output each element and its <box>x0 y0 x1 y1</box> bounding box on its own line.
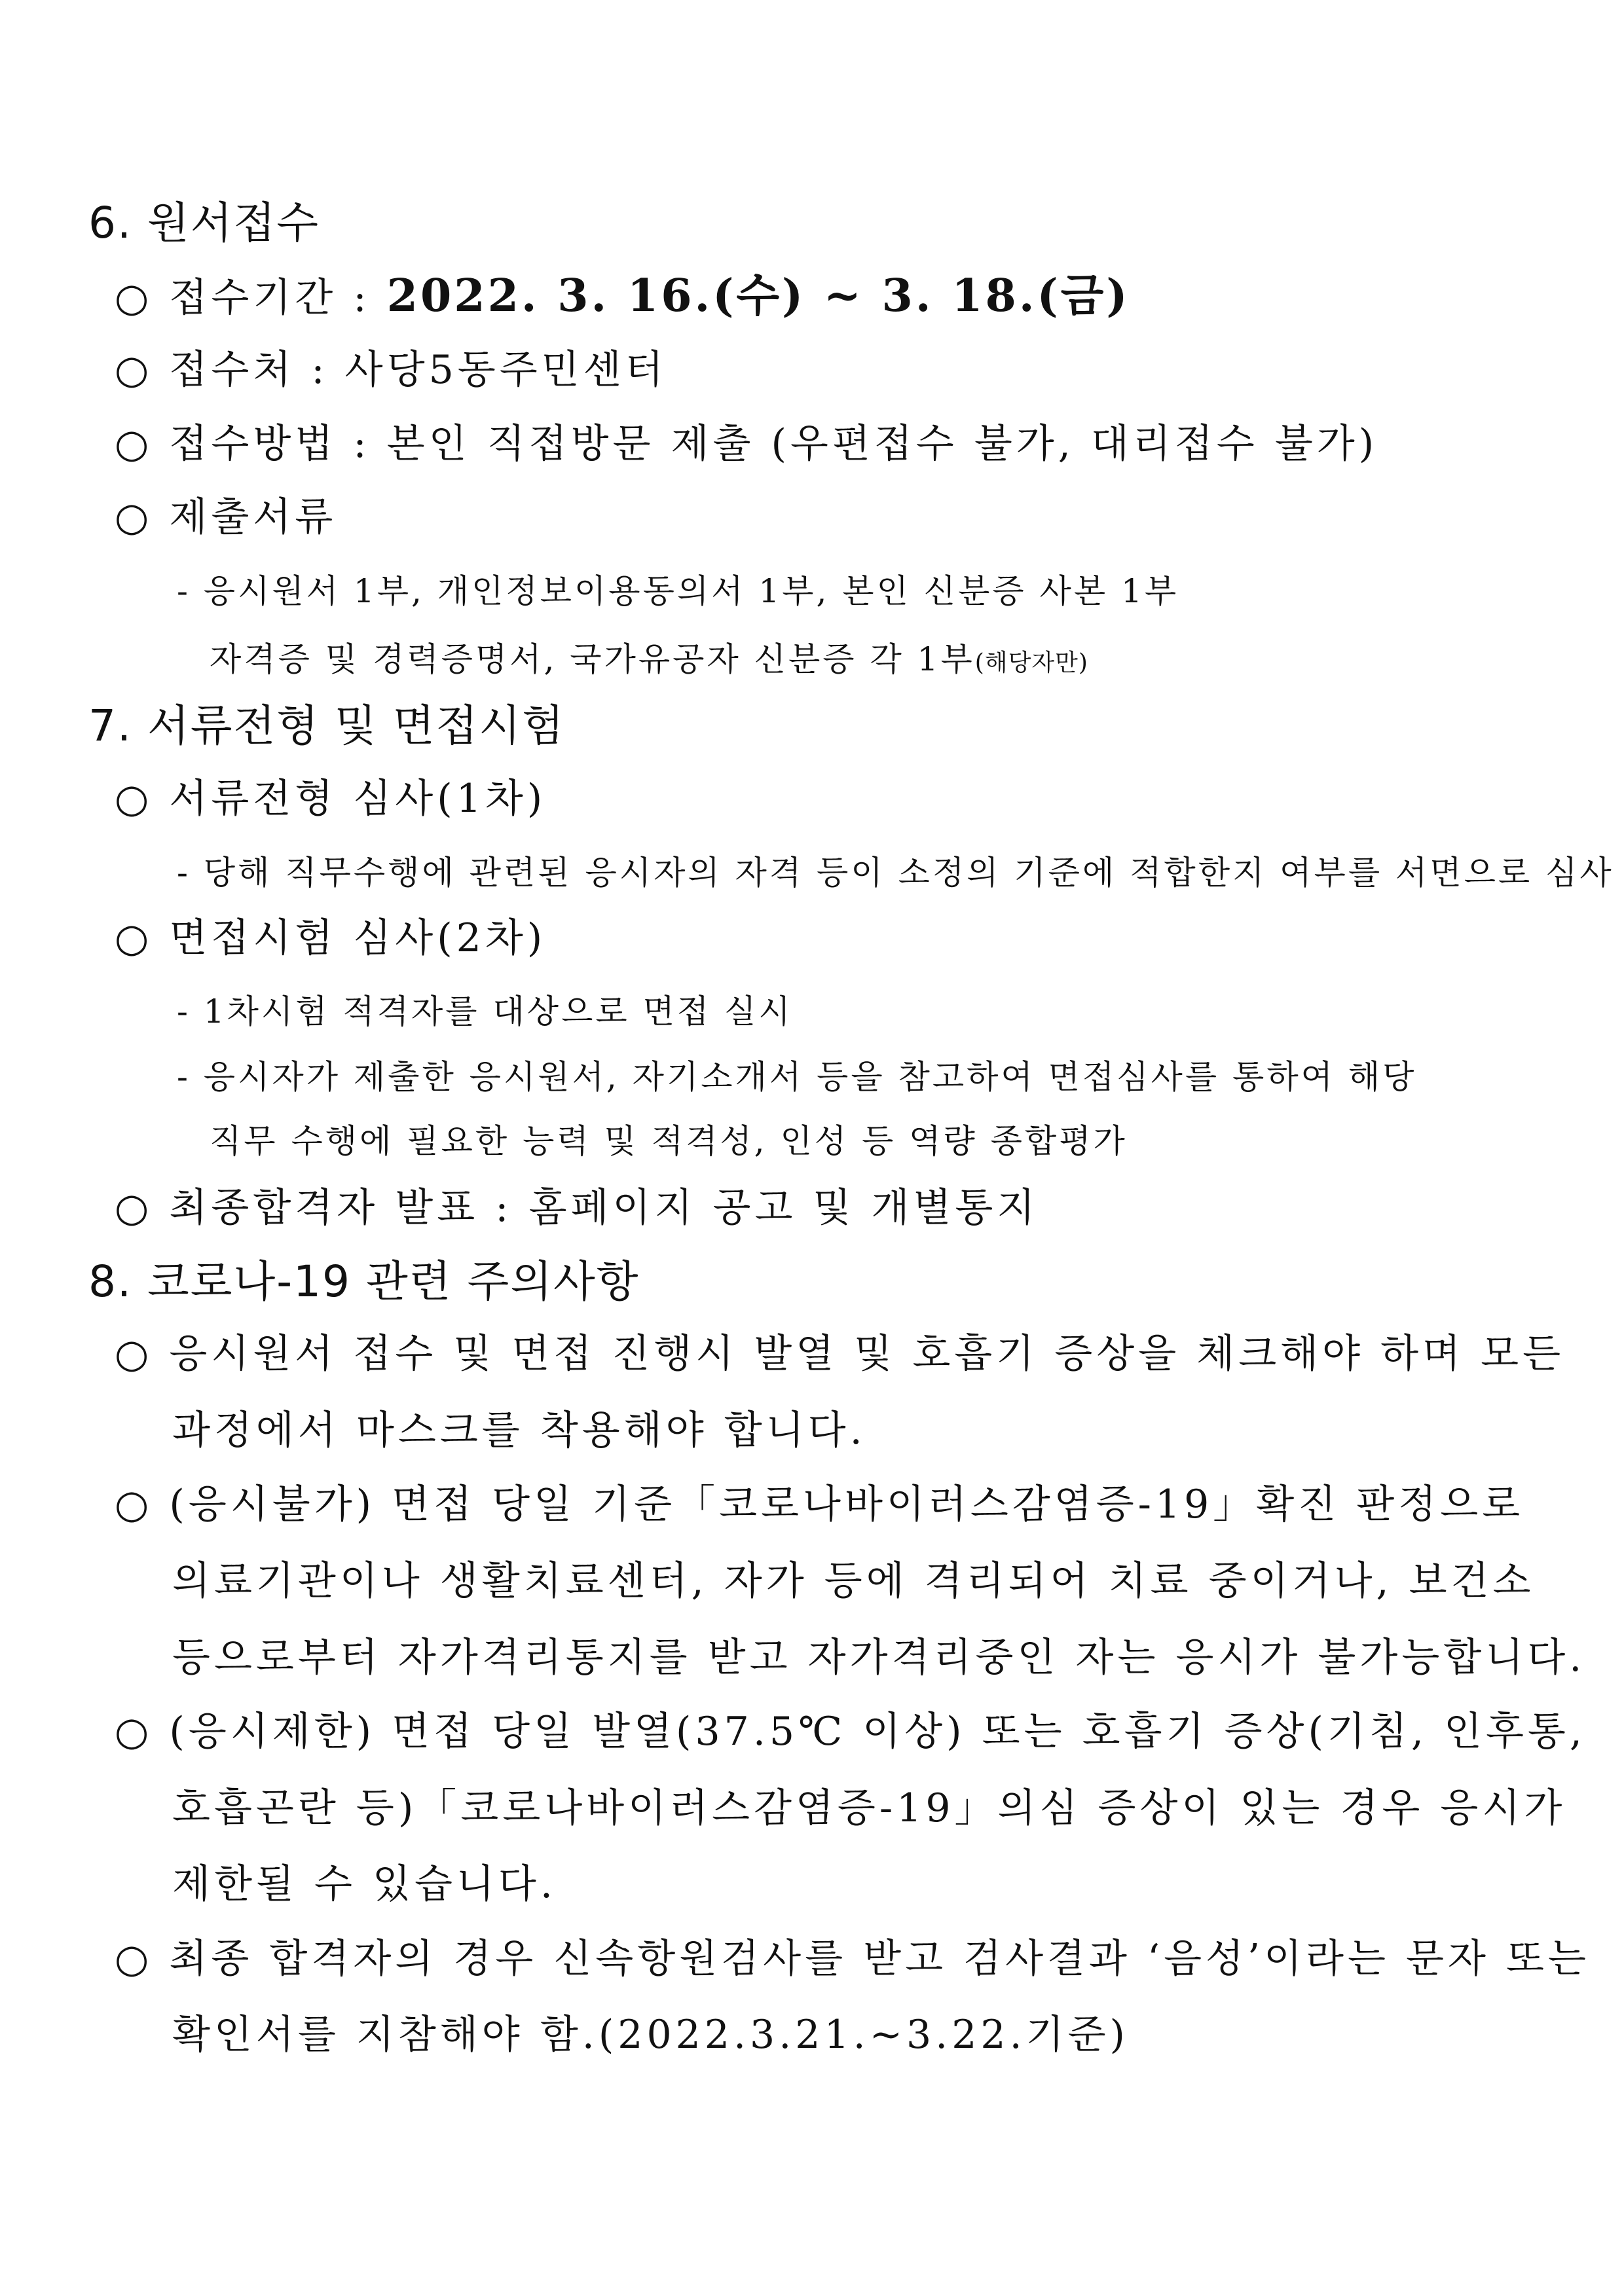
period-value: 2022. 3. 16.(수) ~ 3. 18.(금) <box>386 270 1130 322</box>
period-item <box>115 270 1130 322</box>
section-7-heading: 7. 서류전형 및 면접시험 <box>88 701 565 751</box>
interview-line-2: - 응시자가 제출한 응시원서, 자기소개서 등을 참고하여 면접심사를 통하여 해당 <box>177 1058 1417 1096</box>
covid-item-2-line-3: 등으로부터 자가격리통지를 받고 자가격리중인 자는 응시가 불가능합니다. <box>172 1635 1586 1681</box>
covid-item-2-line-2: 의료기관이나 생활치료센터, 자가 등에 격리되어 치료 중이거나, 보건소 <box>172 1558 1535 1604</box>
covid-item-3-line-2: 호흡곤란 등)「코로나바이러스감염증-19」의심 증상이 있는 경우 응시가 <box>172 1785 1566 1831</box>
covid-item-3-line-1: ○ (응시제한) 면접 당일 발열(37.5℃ 이상) 또는 호흡기 증상(기침, 인후통, <box>115 1709 1586 1755</box>
screen1-title: ○ 서류전형 심사(1차) <box>115 776 547 822</box>
covid-item-1-line-1: ○ 응시원서 접수 및 면접 진행시 발열 및 호흡기 증상을 체크해야 하며 모든 <box>115 1331 1565 1377</box>
screen1-line: - 당해 직무수행에 관련된 응시자의 자격 등이 소정의 기준에 적합한지 여부를 서면으로 심사 <box>177 854 1614 892</box>
interview-line-3: 직무 수행에 필요한 능력 및 적격성, 인성 등 역량 종합평가 <box>210 1122 1128 1160</box>
docs-line-2-text: 자격증 및 경력증명서, 국가유공자 신분증 각 1부 <box>210 640 975 678</box>
section-6-heading: 6. 원서접수 <box>88 198 320 248</box>
covid-item-4-line-2: 확인서를 지참해야 함.(2022.3.21.~3.22.기준) <box>172 2012 1129 2058</box>
section-8-heading: 8. 코로나-19 관련 주의사항 <box>88 1256 640 1307</box>
interview-line-1: - 1차시험 적격자를 대상으로 면접 실시 <box>177 993 793 1030</box>
final-announcement: ○ 최종합격자 발표 : 홈페이지 공고 및 개별통지 <box>115 1185 1039 1231</box>
period-label: ○ 접수기간 : <box>115 275 387 321</box>
place-item: ○ 접수처 : 사당5동주민센터 <box>115 347 667 393</box>
docs-title: ○ 제출서류 <box>115 494 337 540</box>
method-item: ○ 접수방법 : 본인 직접방문 제출 (우편접수 불가, 대리접수 불가) <box>115 421 1378 467</box>
interview-title: ○ 면접시험 심사(2차) <box>115 915 547 961</box>
covid-item-4-line-1: ○ 최종 합격자의 경우 신속항원검사를 받고 검사결과 ‘음성’이라는 문자 또는 <box>115 1936 1590 1982</box>
docs-line-2-note: (해당자만) <box>974 649 1088 676</box>
covid-item-3-line-3: 제한될 수 있습니다. <box>172 1861 557 1907</box>
docs-line-1: - 응시원서 1부, 개인정보이용동의서 1부, 본인 신분증 사본 1부 <box>177 572 1179 610</box>
docs-line-2 <box>210 640 1088 678</box>
covid-item-1-line-2: 과정에서 마스크를 착용해야 합니다. <box>172 1408 866 1453</box>
covid-item-2-line-1: ○ (응시불가) 면접 당일 기준「코로나바이러스감염증-19」확진 판정으로 <box>115 1482 1524 1527</box>
